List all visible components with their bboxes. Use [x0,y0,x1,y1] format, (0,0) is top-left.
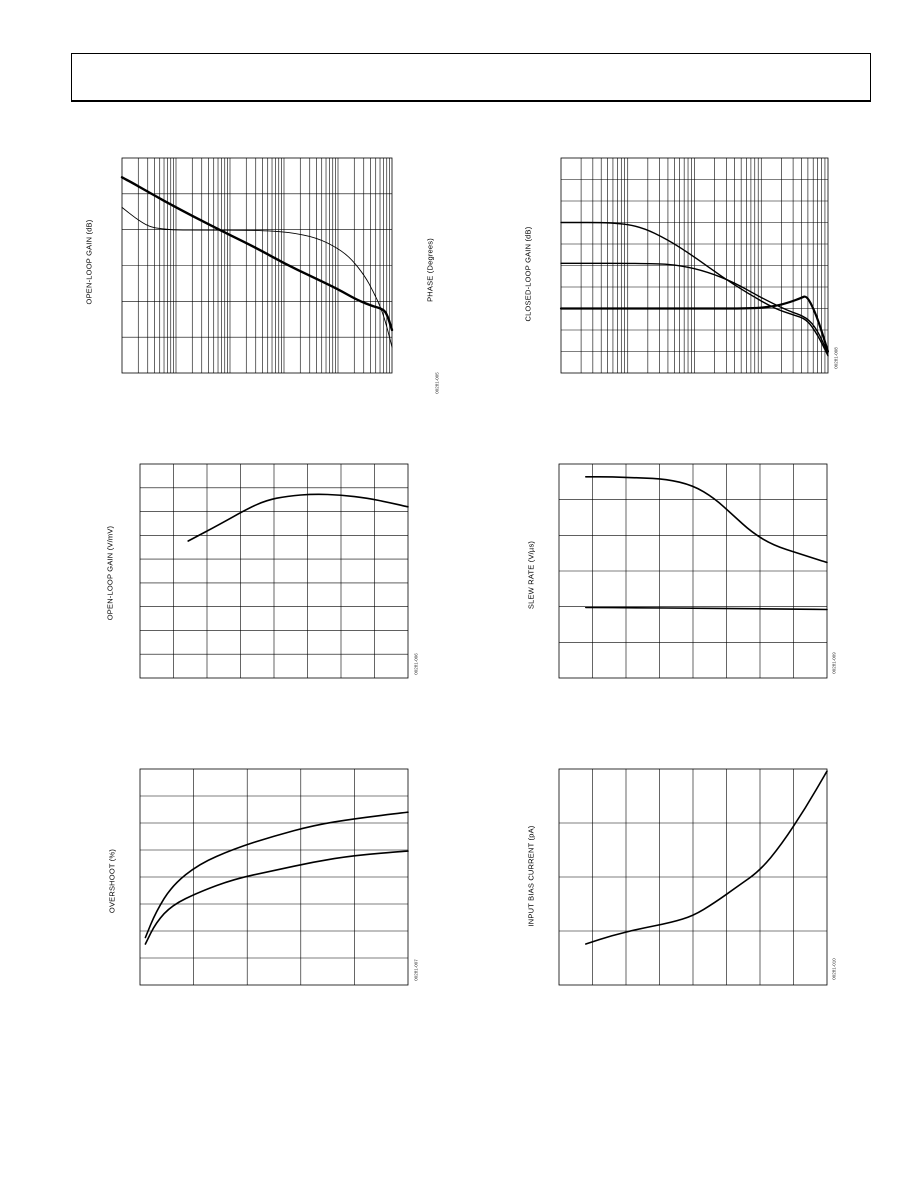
closed-loop-gain-chart [561,158,828,373]
olg-vmv-grid [140,464,408,678]
open-loop-gain-db-label: OPEN-LOOP GAIN (dB) [84,219,94,305]
olg-phase-grid [122,158,392,373]
slew-series-1 [586,477,827,563]
figure-number-005: 00281-005 [434,372,440,394]
overshoot-grid [140,769,408,985]
clg-grid [561,158,828,373]
closed-loop-gain-db-label: CLOSED-LOOP GAIN (dB) [523,226,533,322]
olg-vmv-series-1 [188,494,408,541]
overshoot-series-2 [145,851,408,944]
input-bias-current-chart [559,769,827,985]
figure-number-010: 00281-010 [831,958,837,980]
ibias-series-1 [586,771,827,944]
olg-phase-series-2 [122,207,392,347]
figure-number-008: 00281-008 [833,347,839,369]
olg-phase-series-1 [122,177,392,330]
slew-grid [559,464,827,678]
figure-number-006: 00281-006 [413,653,419,675]
slew-rate-chart [559,464,827,678]
overshoot-chart [140,769,408,985]
slew-rate-label: SLEW RATE (V/µs) [526,540,536,610]
open-loop-gain-vmv-label: OPEN-LOOP GAIN (V/mV) [105,525,115,621]
slew-series-2 [586,607,827,609]
open-loop-gain-phase-chart [122,158,392,373]
input-bias-current-label: INPUT BIAS CURRENT (pA) [526,825,536,927]
open-loop-gain-vmv-chart [140,464,408,678]
overshoot-series-1 [145,812,408,937]
page-header-box [71,53,871,102]
figure-number-009: 00281-009 [831,652,837,674]
overshoot-label: OVERSHOOT (%) [107,848,117,914]
ibias-grid [559,769,827,985]
figure-number-007: 00281-007 [413,959,419,981]
phase-degrees-label: PHASE (Degrees) [425,238,435,302]
